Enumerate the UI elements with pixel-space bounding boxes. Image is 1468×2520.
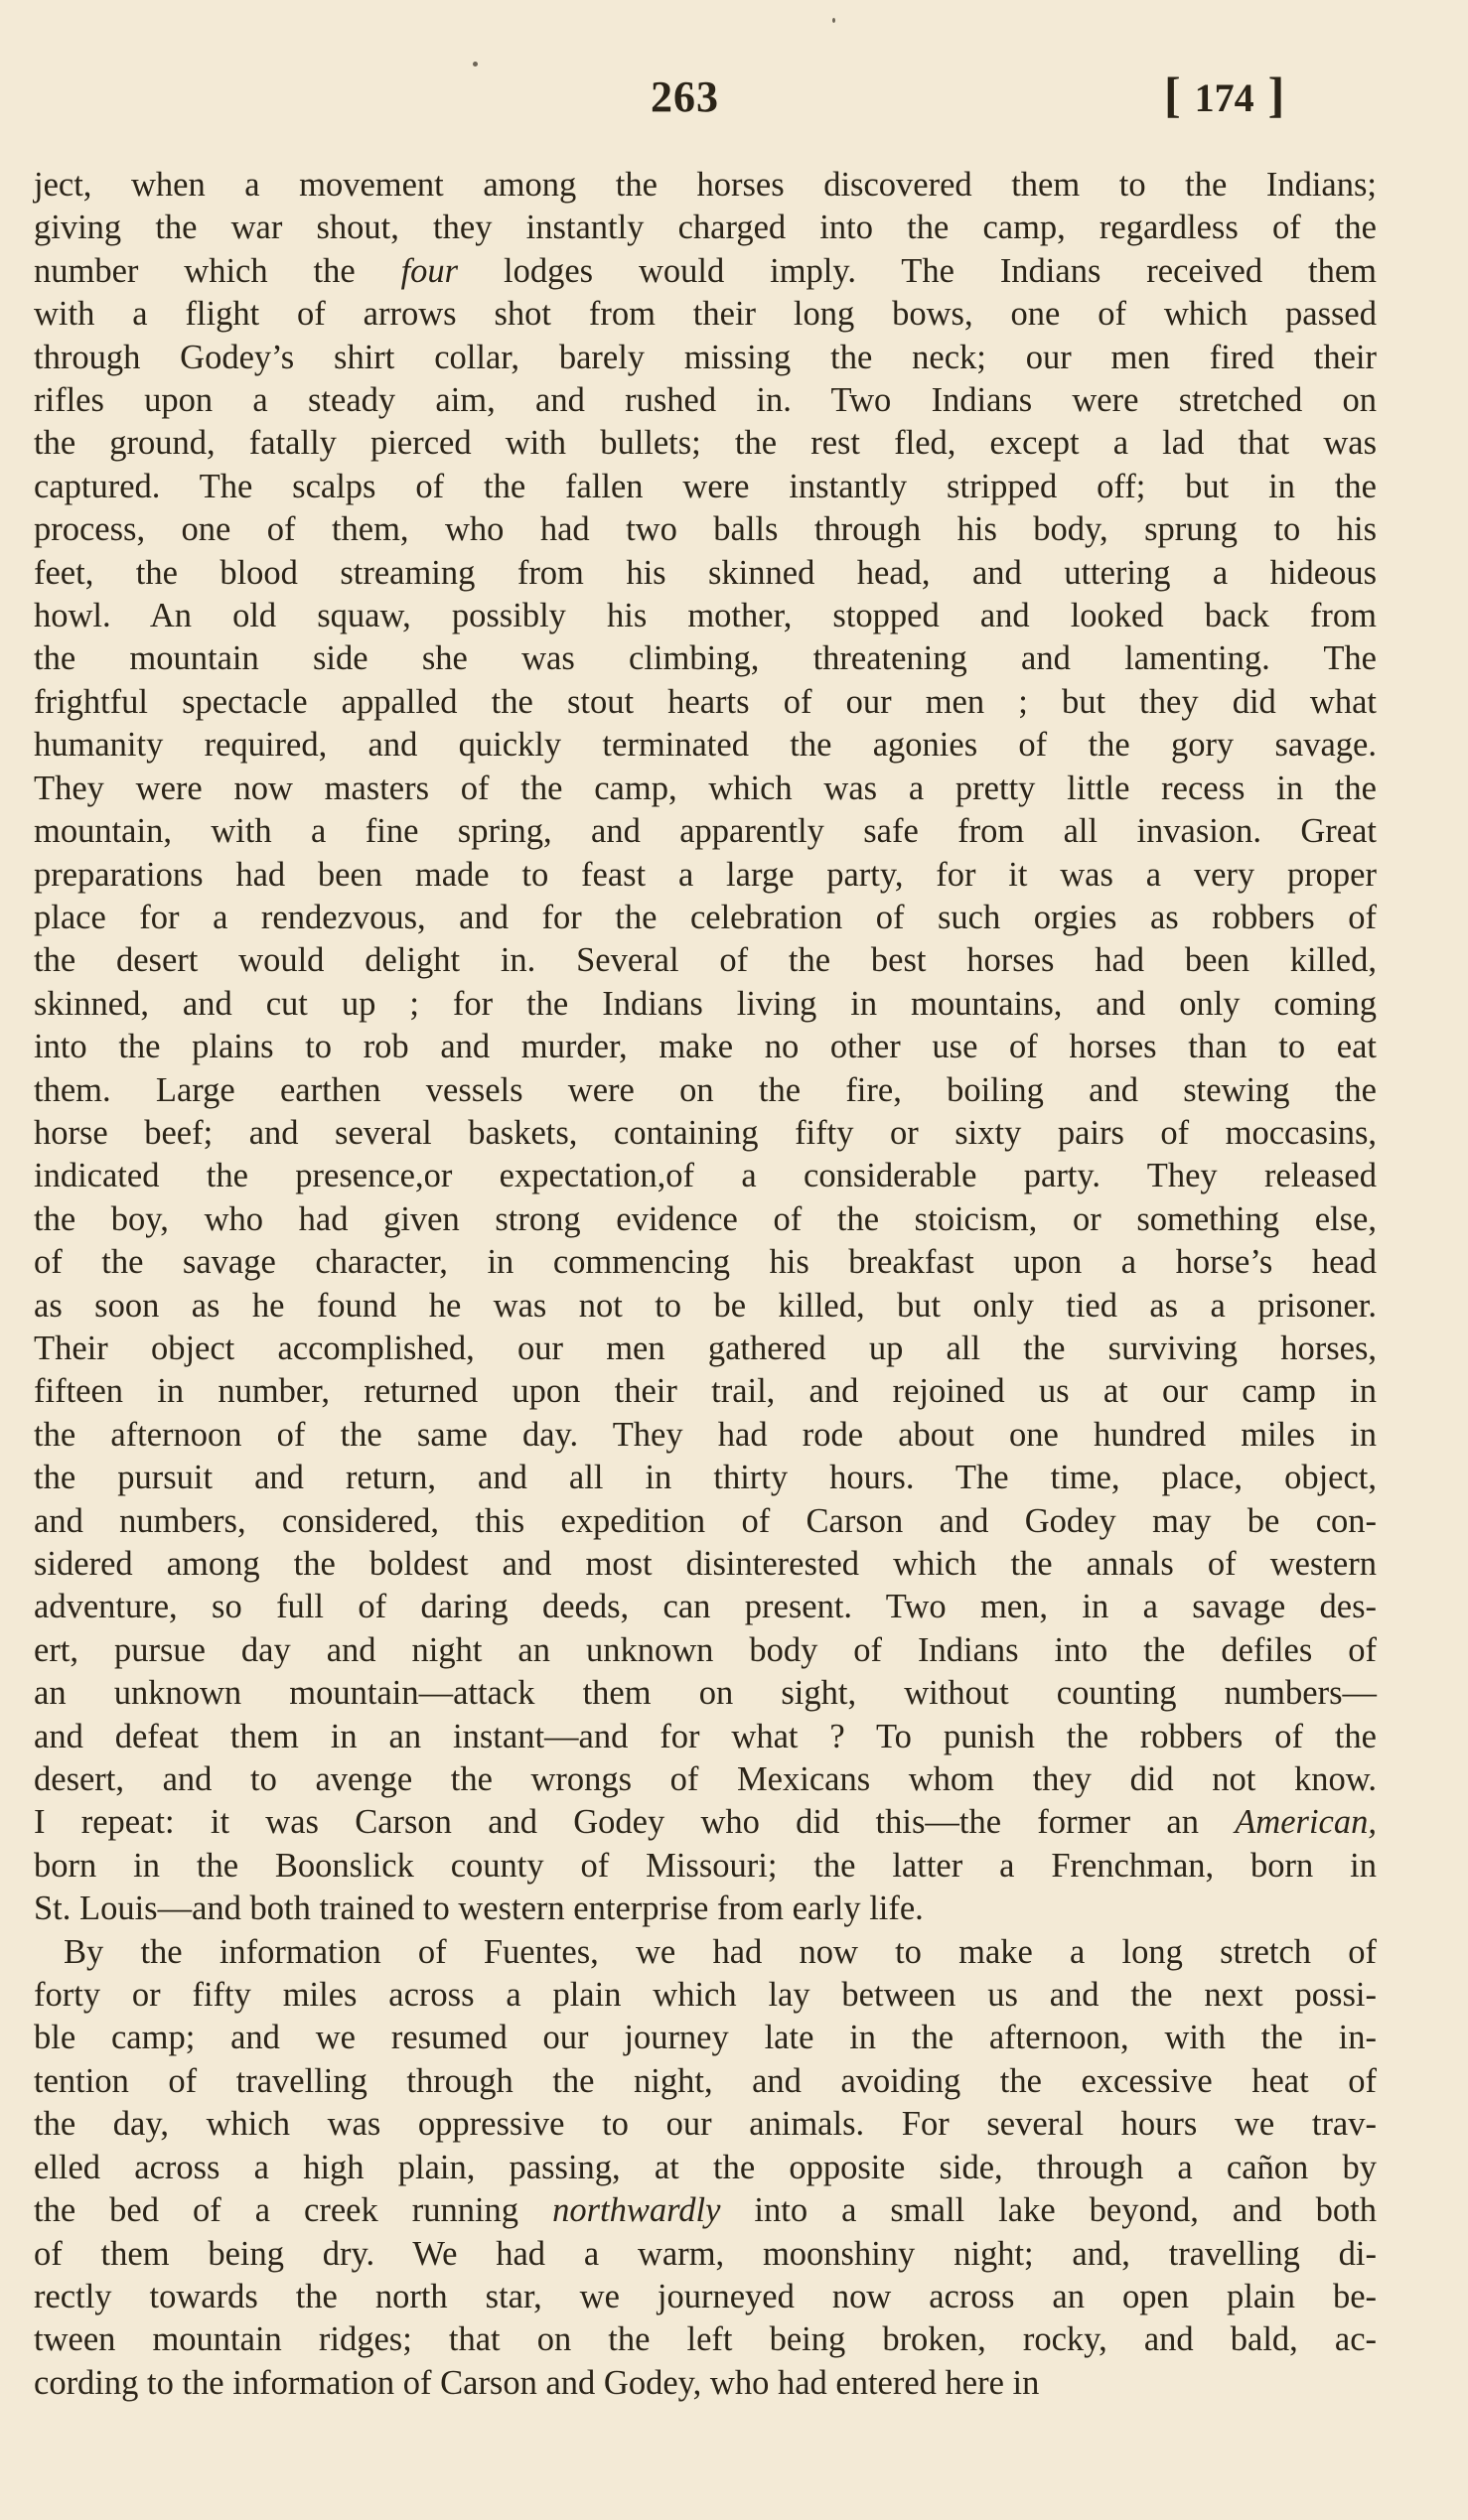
text-line bbox=[34, 1370, 1377, 1413]
text-run: them. Large earthen vessels were on the fire, boiling and stewing the bbox=[34, 1070, 1377, 1109]
text-line bbox=[34, 1931, 1377, 1974]
page-header bbox=[0, 62, 1468, 131]
text-line bbox=[34, 637, 1377, 680]
text-run: the ground, fatally pierced with bullets; the rest fled, except a lad that was bbox=[34, 424, 1377, 463]
ink-speck bbox=[832, 18, 835, 23]
text-run: tween mountain ridges; that on the left being broken, rocky, and bald, ac- bbox=[34, 2320, 1377, 2359]
text-run: mountain, with a fine spring, and apparently safe from all invasion. Great bbox=[34, 812, 1377, 851]
text-run: of them being dry. We had a warm, moonshiny night; and, travelling di- bbox=[34, 2234, 1377, 2273]
text-run: rifles upon a steady aim, and rushed in. Two Indians were stretched on bbox=[34, 381, 1377, 420]
text-run: the mountain side she was climbing, threatening and lamenting. The bbox=[34, 639, 1377, 678]
text-run: of the savage character, in commencing his breakfast upon a horse’s head bbox=[34, 1243, 1377, 1282]
text-line bbox=[34, 552, 1377, 595]
text-run: process, one of them, who had two balls through his body, sprung to his bbox=[34, 510, 1377, 549]
text-line bbox=[34, 1543, 1377, 1586]
text-line bbox=[34, 939, 1377, 982]
text-run: number which the bbox=[34, 251, 401, 290]
text-run: howl. An old squaw, possibly his mother, stopped and looked back from bbox=[34, 597, 1377, 635]
text-run: adventure, so full of daring deeds, can present. Two men, in a savage des- bbox=[34, 1588, 1377, 1626]
text-line bbox=[34, 1241, 1377, 1284]
text-run: through Godey’s shirt collar, barely missing the neck; our men fired their bbox=[34, 338, 1377, 376]
text-run: captured. The scalps of the fallen were instantly stripped off; but in the bbox=[34, 467, 1377, 505]
text-run: humanity required, and quickly terminated the agonies of the gory savage. bbox=[34, 726, 1377, 765]
text-line bbox=[34, 1845, 1377, 1888]
text-run: sidered among the boldest and most disinterested which the annals of western bbox=[34, 1545, 1377, 1583]
text-run: rectly towards the north star, we journeyed now across an open plain be- bbox=[34, 2277, 1377, 2315]
text-run: They were now masters of the camp, which was a pretty little recess in the bbox=[34, 769, 1377, 807]
text-line bbox=[34, 1888, 1377, 1930]
text-line bbox=[34, 1069, 1377, 1112]
text-line bbox=[34, 508, 1377, 551]
text-run: into a small lake beyond, and both bbox=[720, 2191, 1377, 2230]
text-line bbox=[34, 1198, 1377, 1241]
text-run: into the plains to rob and murder, make no other use of horses than to eat bbox=[34, 1028, 1377, 1066]
text-run: the bed of a creek running bbox=[34, 2191, 553, 2230]
text-run: and numbers, considered, this expedition of Carson and Godey may be con- bbox=[34, 1501, 1377, 1540]
text-line bbox=[34, 466, 1377, 508]
text-run: giving the war shout, they instantly charged into the camp, regardless of the bbox=[34, 209, 1377, 247]
text-line bbox=[34, 2060, 1377, 2103]
text-run: an unknown mountain—attack them on sight, without counting numbers— bbox=[34, 1674, 1377, 1713]
text-line bbox=[34, 2362, 1377, 2405]
text-line bbox=[34, 1801, 1377, 1844]
text-line bbox=[34, 1155, 1377, 1197]
italic-text: northwardly bbox=[552, 2191, 721, 2230]
text-line bbox=[34, 810, 1377, 853]
text-run: elled across a high plain, passing, at the opposite side, through a cañon by bbox=[34, 2148, 1377, 2186]
text-line bbox=[34, 1974, 1377, 2017]
text-line bbox=[34, 681, 1377, 724]
text-line bbox=[34, 768, 1377, 810]
text-run: tention of travelling through the night, and avoiding the excessive heat of bbox=[34, 2061, 1377, 2100]
text-run: lodges would imply. The Indians received them bbox=[458, 251, 1377, 290]
text-line bbox=[34, 1112, 1377, 1155]
text-line bbox=[34, 2318, 1377, 2361]
text-run: I repeat: it was Carson and Godey who did this—the former an bbox=[34, 1803, 1236, 1842]
text-line bbox=[34, 897, 1377, 939]
text-line bbox=[34, 854, 1377, 897]
text-line bbox=[34, 2017, 1377, 2059]
text-line bbox=[34, 379, 1377, 422]
text-line bbox=[34, 1586, 1377, 1628]
italic-text: four bbox=[400, 251, 459, 290]
text-line bbox=[34, 1629, 1377, 1672]
text-run: St. Louis—and both trained to western enterprise from early life. bbox=[34, 1890, 924, 1928]
text-line bbox=[34, 724, 1377, 767]
text-run: feet, the blood streaming from his skinned head, and uttering a hideous bbox=[34, 553, 1377, 592]
text-line bbox=[34, 422, 1377, 465]
text-line bbox=[34, 1457, 1377, 1499]
text-run: Their object accomplished, our men gathered up all the surviving horses, bbox=[34, 1329, 1377, 1367]
body-text bbox=[34, 164, 1377, 2405]
text-run: ble camp; and we resumed our journey late in the afternoon, with the in- bbox=[34, 2019, 1377, 2057]
text-line bbox=[34, 2103, 1377, 2146]
italic-text: American, bbox=[1235, 1803, 1377, 1842]
text-line bbox=[34, 2147, 1377, 2189]
text-line bbox=[34, 2189, 1377, 2232]
text-line bbox=[34, 983, 1377, 1026]
text-run: and defeat them in an instant—and for what ? To punish the robbers of the bbox=[34, 1717, 1377, 1755]
text-run: frightful spectacle appalled the stout hearts of our men ; but they did what bbox=[34, 682, 1377, 721]
text-line bbox=[34, 1758, 1377, 1801]
bracketed-page-number bbox=[1164, 66, 1284, 123]
text-line bbox=[34, 1500, 1377, 1543]
text-run: ert, pursue day and night an unknown body of Indians into the defiles of bbox=[34, 1630, 1377, 1669]
bracket-left: [ bbox=[1164, 67, 1181, 122]
text-line bbox=[34, 2233, 1377, 2276]
text-run: By the information of Fuentes, we had now to make a long stretch of bbox=[64, 1932, 1377, 1971]
bracket-right: ] bbox=[1267, 67, 1285, 122]
text-run: the afternoon of the same day. They had rode about one hundred miles in bbox=[34, 1415, 1377, 1454]
text-run: fifteen in number, returned upon their trail, and rejoined us at our camp in bbox=[34, 1372, 1377, 1411]
text-line bbox=[34, 1716, 1377, 1758]
text-run: the desert would delight in. Several of the best horses had been killed, bbox=[34, 941, 1377, 980]
text-line bbox=[34, 207, 1377, 249]
text-run: the pursuit and return, and all in thirty hours. The time, place, object, bbox=[34, 1459, 1377, 1497]
paragraph bbox=[34, 164, 1377, 1931]
text-run: desert, and to avenge the wrongs of Mexicans whom they did not know. bbox=[34, 1760, 1377, 1799]
text-run: indicated the presence,or expectation,of a considerable party. They released bbox=[34, 1157, 1377, 1195]
text-run: born in the Boonslick county of Missouri; the latter a Frenchman, born in bbox=[34, 1846, 1377, 1885]
text-line bbox=[34, 1026, 1377, 1068]
text-line bbox=[34, 595, 1377, 637]
paragraph bbox=[34, 1931, 1377, 2405]
bracket-number: 174 bbox=[1194, 75, 1254, 120]
text-line bbox=[34, 250, 1377, 293]
page-number: 263 bbox=[651, 72, 719, 121]
text-run: cording to the information of Carson and Godey, who had entered here in bbox=[34, 2363, 1040, 2402]
text-line bbox=[34, 1414, 1377, 1457]
text-line bbox=[34, 293, 1377, 336]
text-line bbox=[34, 337, 1377, 379]
text-line bbox=[34, 2276, 1377, 2318]
text-line bbox=[34, 1285, 1377, 1328]
text-run: the day, which was oppressive to our animals. For several hours we trav- bbox=[34, 2105, 1377, 2144]
text-run: skinned, and cut up ; for the Indians living in mountains, and only coming bbox=[34, 984, 1377, 1023]
text-run: forty or fifty miles across a plain which lay between us and the next possi- bbox=[34, 1976, 1377, 2015]
text-line bbox=[34, 164, 1377, 207]
text-run: ject, when a movement among the horses discovered them to the Indians; bbox=[34, 166, 1377, 204]
text-line bbox=[34, 1328, 1377, 1370]
text-run: place for a rendezvous, and for the celebration of such orgies as robbers of bbox=[34, 898, 1377, 936]
text-line bbox=[34, 1672, 1377, 1715]
text-run: as soon as he found he was not to be killed, but only tied as a prisoner. bbox=[34, 1286, 1377, 1325]
text-run: horse beef; and several baskets, containing fifty or sixty pairs of moccasins, bbox=[34, 1113, 1377, 1152]
text-run: with a flight of arrows shot from their long bows, one of which passed bbox=[34, 295, 1377, 334]
text-run: the boy, who had given strong evidence of the stoicism, or something else, bbox=[34, 1199, 1377, 1238]
text-run: preparations had been made to feast a large party, for it was a very proper bbox=[34, 855, 1377, 894]
